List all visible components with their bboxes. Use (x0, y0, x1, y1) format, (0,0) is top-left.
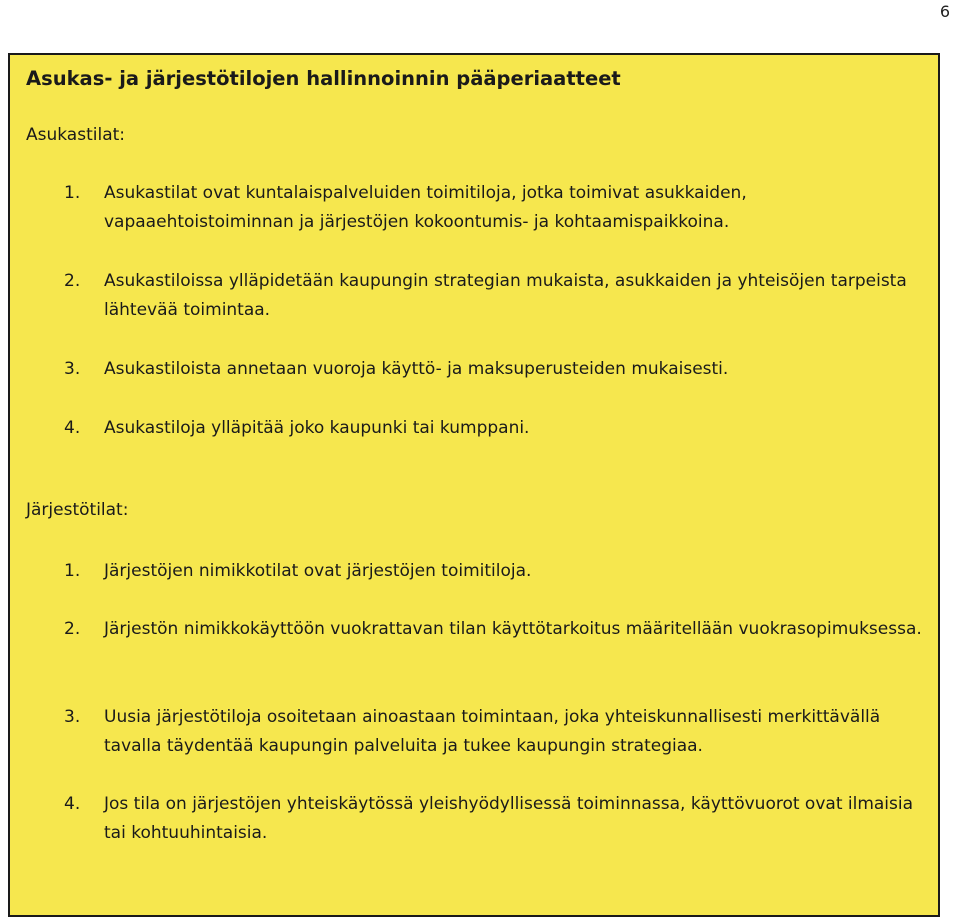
list-item-number: 4. (64, 418, 81, 438)
list-item-number: 2. (64, 619, 81, 639)
list-item-number: 3. (64, 707, 81, 727)
page-number: 6 (939, 2, 950, 21)
list-item (64, 414, 924, 443)
list-item-number: 2. (64, 271, 81, 291)
list-item (64, 355, 924, 384)
list-item-number: 3. (64, 359, 81, 379)
box-heading: Asukas- ja järjestötilojen hallinnoinnin pääperiaatteet (26, 67, 621, 90)
list-item (64, 790, 924, 848)
list-item-text: Uusia järjestötiloja osoitetaan ainoastaan toimintaan, joka yhteiskunnallisesti merkittävällä tavalla täydentää kaupungin palveluita ja tukee kaupungin strategiaa. (104, 707, 881, 756)
list-item-number: 4. (64, 794, 81, 814)
list-item (64, 615, 924, 644)
list-item (64, 557, 924, 586)
list-item-text: Jos tila on järjestöjen yhteiskäytössä yleishyödyllisessä toiminnassa, käyttövuorot ovat ilmaisia tai kohtuuhintaisia. (104, 794, 914, 843)
list-item (64, 267, 924, 325)
list-item (64, 703, 924, 761)
list-item-text: Järjestöjen nimikkotilat ovat järjestöjen toimitiloja. (104, 561, 532, 581)
list-item-text: Asukastilat ovat kuntalaispalveluiden toimitiloja, jotka toimivat asukkaiden, vapaaehtoistoiminnan ja järjestöjen kokoontumis- ja kohtaamispaikkoina. (104, 183, 747, 232)
list-item-text: Asukastiloista annetaan vuoroja käyttö- ja maksuperusteiden mukaisesti. (104, 359, 729, 379)
list-item-number: 1. (64, 183, 81, 203)
list-item-text: Asukastiloja ylläpitää joko kaupunki tai kumppani. (104, 418, 530, 438)
list-item (64, 179, 924, 237)
principles-box (8, 53, 940, 917)
section-title-asukastilat: Asukastilat: (26, 125, 126, 145)
list-item-text: Asukastiloissa ylläpidetään kaupungin strategian mukaista, asukkaiden ja yhteisöjen tarpeista lähtevää toimintaa. (104, 271, 907, 320)
section-title-jarjestotilat: Järjestötilat: (26, 500, 129, 520)
list-item-text: Järjestön nimikkokäyttöön vuokrattavan tilan käyttötarkoitus määritellään vuokrasopimuksessa. (104, 619, 922, 639)
list-item-number: 1. (64, 561, 81, 581)
